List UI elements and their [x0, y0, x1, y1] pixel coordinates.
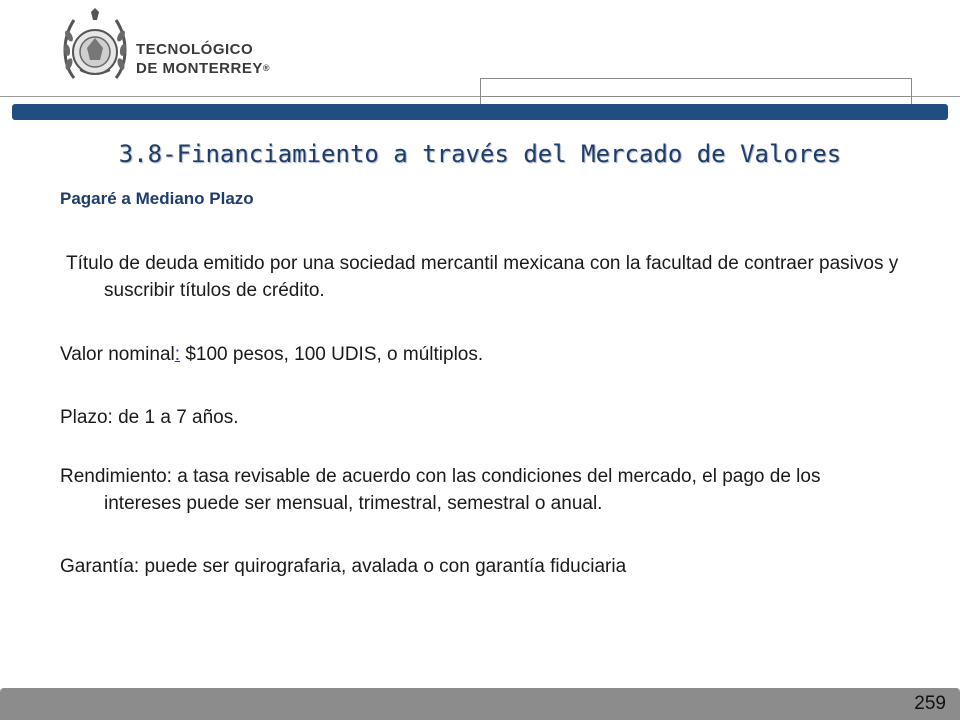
nominal-value-text: $100 pesos, 100 UDIS, o múltiplos. [180, 344, 484, 365]
page-number: 259 [914, 693, 946, 714]
logo-line-1: TECNOLÓGICO [136, 41, 254, 58]
logo-line-2 [136, 59, 270, 78]
header-inner-line [482, 96, 910, 97]
paragraph-yield: Rendimiento: a tasa revisable de acuerdo con las condiciones del mercado, el pago de los intereses puede ser mensual, trimestral, semestral o anual. [60, 466, 821, 514]
paragraph-term: Plazo: de 1 a 7 años. [60, 407, 239, 428]
slide-subtitle: Pagaré a Mediano Plazo [60, 189, 254, 208]
nominal-value-label: Valor nominal [60, 344, 175, 365]
logo-wordmark [136, 40, 270, 78]
registered-mark: ® [262, 63, 270, 73]
logo-line-2-text: DE MONTERREY [136, 60, 263, 77]
paragraph-definition: Título de deuda emitido por una sociedad mercantil mexicana con la facultad de contraer pasivos y suscribir títulos de crédito. [66, 253, 899, 301]
footer-bar [0, 688, 960, 720]
paragraph-guarantee: Garantía: puede ser quirografaria, avalada o con garantía fiduciaria [60, 556, 627, 577]
paragraph-nominal-value [60, 341, 900, 368]
header-blue-bar [12, 104, 948, 120]
slide-title: 3.8-Financiamiento a través del Mercado de Valores [118, 140, 842, 168]
nominal-value-link[interactable]: : [174, 344, 181, 365]
institution-logo [60, 8, 270, 84]
seal-icon [60, 8, 130, 84]
